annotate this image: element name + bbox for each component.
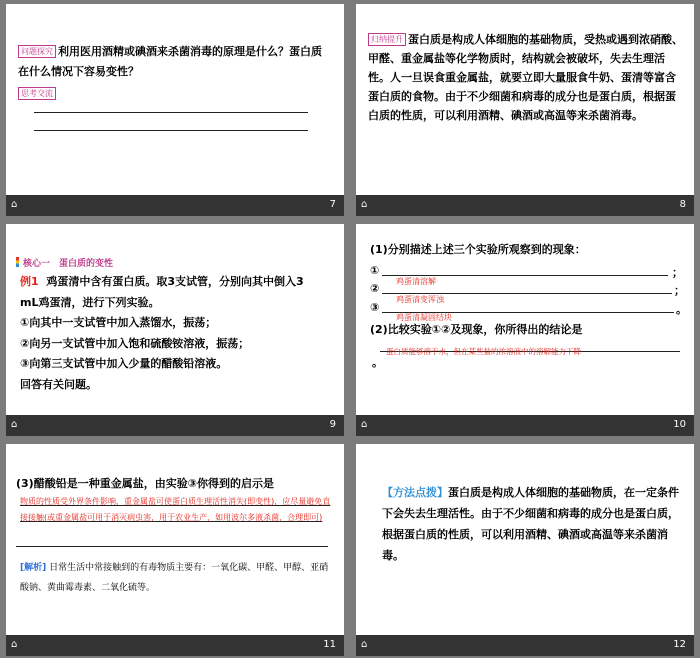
method-tag-text: 方法点拨 <box>393 486 437 499</box>
question-block <box>18 42 330 104</box>
section-title: 核心一 蛋白质的变性 <box>23 259 114 269</box>
q2-text: (2)比较实验①②及现象，你所得出的结论是 <box>370 323 583 336</box>
q3-text: (3)醋酸铅是一种重金属盐，由实验③你得到的启示是 <box>16 477 275 490</box>
summary-text: 蛋白质是构成人体细胞的基础物质，受热或遇到浓硝酸、甲醛、重金属盐等化学物质时，结构就会被破坏，失去生理活性。人一旦误食重金属盐，就要立即大量服食牛奶、蛋清等富含蛋白质的食物。由于不少细菌和病毒的成分也是蛋白质，根据蛋白质的性质，可以利用酒精、碘酒或高温等来杀菌消毒。 <box>368 33 683 122</box>
method-tag: 【方法点拨】 <box>382 486 448 499</box>
answer-2: 鸡蛋清变浑浊 <box>396 295 444 304</box>
answer-1: 鸡蛋清溶解 <box>396 277 436 286</box>
marker-3: ③ <box>370 301 380 314</box>
example-line-6: 回答有关问题。 <box>20 377 97 391</box>
example-label: 例1 <box>20 275 39 288</box>
slide-11 <box>6 444 344 656</box>
answer-4: 蛋白质能够溶于水，但在某些盐的浓溶液中的溶解能力下降 <box>386 347 581 356</box>
home-icon[interactable]: ⌂ <box>11 639 18 650</box>
slide-12 <box>356 444 694 656</box>
page-number: 7 <box>329 199 336 210</box>
q1-text: (1)分别描述上述三个实验所观察到的现象： <box>370 243 586 256</box>
summary-block <box>368 30 684 125</box>
method-text: 蛋白质是构成人体细胞的基础物质，在一定条件下会失去生理活性。由于不少细菌和病毒的成分也是蛋白质，根据蛋白质的性质，可以利用酒精、碘酒或高温等来杀菌消毒。 <box>382 486 679 562</box>
example-line-4: ②向另一支试管中加入饱和硫酸铵溶液，振荡； <box>20 336 250 350</box>
example-line-2: mL鸡蛋清，进行下列实验。 <box>20 295 160 309</box>
home-icon[interactable]: ⌂ <box>361 639 368 650</box>
slide-7 <box>6 4 344 216</box>
answer-line-1 <box>34 112 308 113</box>
page-number: 12 <box>673 639 686 650</box>
slide-9 <box>6 224 344 436</box>
slide-10 <box>356 224 694 436</box>
method-block <box>382 482 682 566</box>
answer-line-1 <box>382 266 668 276</box>
slide-footer <box>356 635 694 656</box>
answer-5: 物质的性质受外界条件影响，重金属盐可使蛋白质生理活性消失(即变性)，应尽量避免直接接触(或重金属盐可用于消灭病虫害，用于农业生产，如用波尔多液杀菌，合理即可) <box>20 497 331 522</box>
answer-3: 鸡蛋清凝固结块 <box>396 313 452 322</box>
home-icon[interactable]: ⌂ <box>361 419 368 430</box>
home-icon[interactable]: ⌂ <box>11 419 18 430</box>
page-number: 9 <box>329 419 336 430</box>
analysis-block <box>20 558 334 598</box>
summary-tag: 归纳提升 <box>368 33 406 46</box>
section-bar-icon <box>16 257 19 267</box>
slide-footer <box>356 415 694 436</box>
semicolon-2: ； <box>674 284 685 297</box>
answer-line-5 <box>16 546 328 547</box>
section-heading <box>16 256 113 269</box>
example-block <box>20 272 334 395</box>
answer-line-2 <box>34 130 308 131</box>
answer-line-2 <box>382 284 672 294</box>
example-line-1 <box>20 272 334 293</box>
period-2: 。 <box>372 356 383 369</box>
discussion-tag: 思考交流 <box>18 87 56 100</box>
example-text-1: 鸡蛋清中含有蛋白质。取3支试管，分别向其中倒入3 <box>46 275 304 288</box>
page-number: 11 <box>323 639 336 650</box>
slide-footer <box>6 635 344 656</box>
period-1: 。 <box>676 303 687 316</box>
example-line-3: ①向其中一支试管中加入蒸馏水，振荡； <box>20 316 217 329</box>
home-icon[interactable]: ⌂ <box>11 199 18 210</box>
slide-footer <box>356 195 694 216</box>
analysis-text: 日常生活中常接触到的有毒物质主要有：一氧化碳、甲醛、甲醇、亚硝酸钠、黄曲霉毒素、二氧化硫等。 <box>20 563 329 593</box>
marker-2: ② <box>370 282 380 295</box>
question-tag: 问题探究 <box>18 45 56 58</box>
marker-1: ① <box>370 264 380 277</box>
slide-footer <box>6 195 344 216</box>
slide-8 <box>356 4 694 216</box>
page-number: 10 <box>673 419 686 430</box>
semicolon-1: ； <box>672 266 683 279</box>
analysis-label: [解析] <box>20 563 47 573</box>
home-icon[interactable]: ⌂ <box>361 199 368 210</box>
question-text: 利用医用酒精或碘酒来杀菌消毒的原理是什么？蛋白质在什么情况下容易变性？ <box>18 45 322 78</box>
page-number: 8 <box>679 199 686 210</box>
example-line-5: ③向第三支试管中加入少量的醋酸铅溶液。 <box>20 357 228 370</box>
slide-footer <box>6 415 344 436</box>
